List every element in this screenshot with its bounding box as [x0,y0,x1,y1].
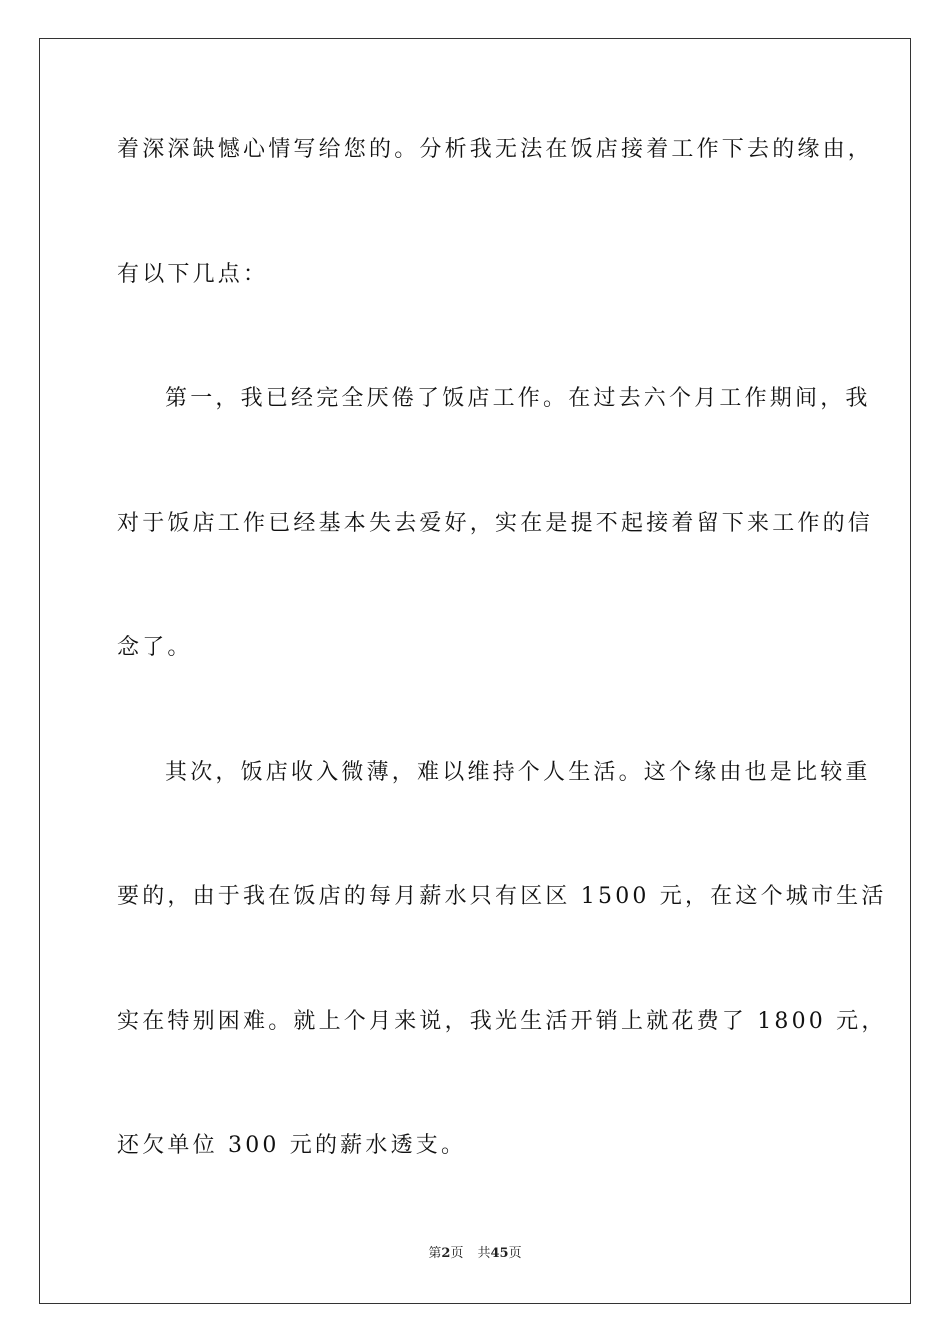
body-line-5: 念了。 [117,635,193,660]
body-line-3: 第一，我已经完全厌倦了饭店工作。在过去六个月工作期间，我 [165,386,871,411]
body-line-6: 其次，饭店收入微薄，难以维持个人生活。这个缘由也是比较重 [165,760,871,785]
footer-total-suffix: 页 [508,1246,522,1261]
footer-current-page: 2 [441,1246,451,1261]
footer-page-suffix: 页 [450,1246,464,1261]
page-border [39,38,911,1304]
body-line-4: 对于饭店工作已经基本失去爱好，实在是提不起接着留下来工作的信 [117,511,874,536]
page-footer [0,1245,950,1263]
footer-total-pages: 45 [490,1246,509,1261]
footer-total-prefix: 共 [477,1246,491,1261]
body-line-9: 还欠单位 300 元的薪水透支。 [117,1133,467,1158]
body-line-1: 着深深缺憾心情写给您的。分析我无法在饭店接着工作下去的缘由， [117,137,874,162]
footer-prefix: 第 [428,1246,442,1261]
body-line-7: 要的，由于我在饭店的每月薪水只有区区 1500 元，在这个城市生活 [117,884,887,909]
body-line-2: 有以下几点： [117,262,269,287]
body-line-8: 实在特别困难。就上个月来说，我光生活开销上就花费了 1800 元， [117,1009,887,1034]
